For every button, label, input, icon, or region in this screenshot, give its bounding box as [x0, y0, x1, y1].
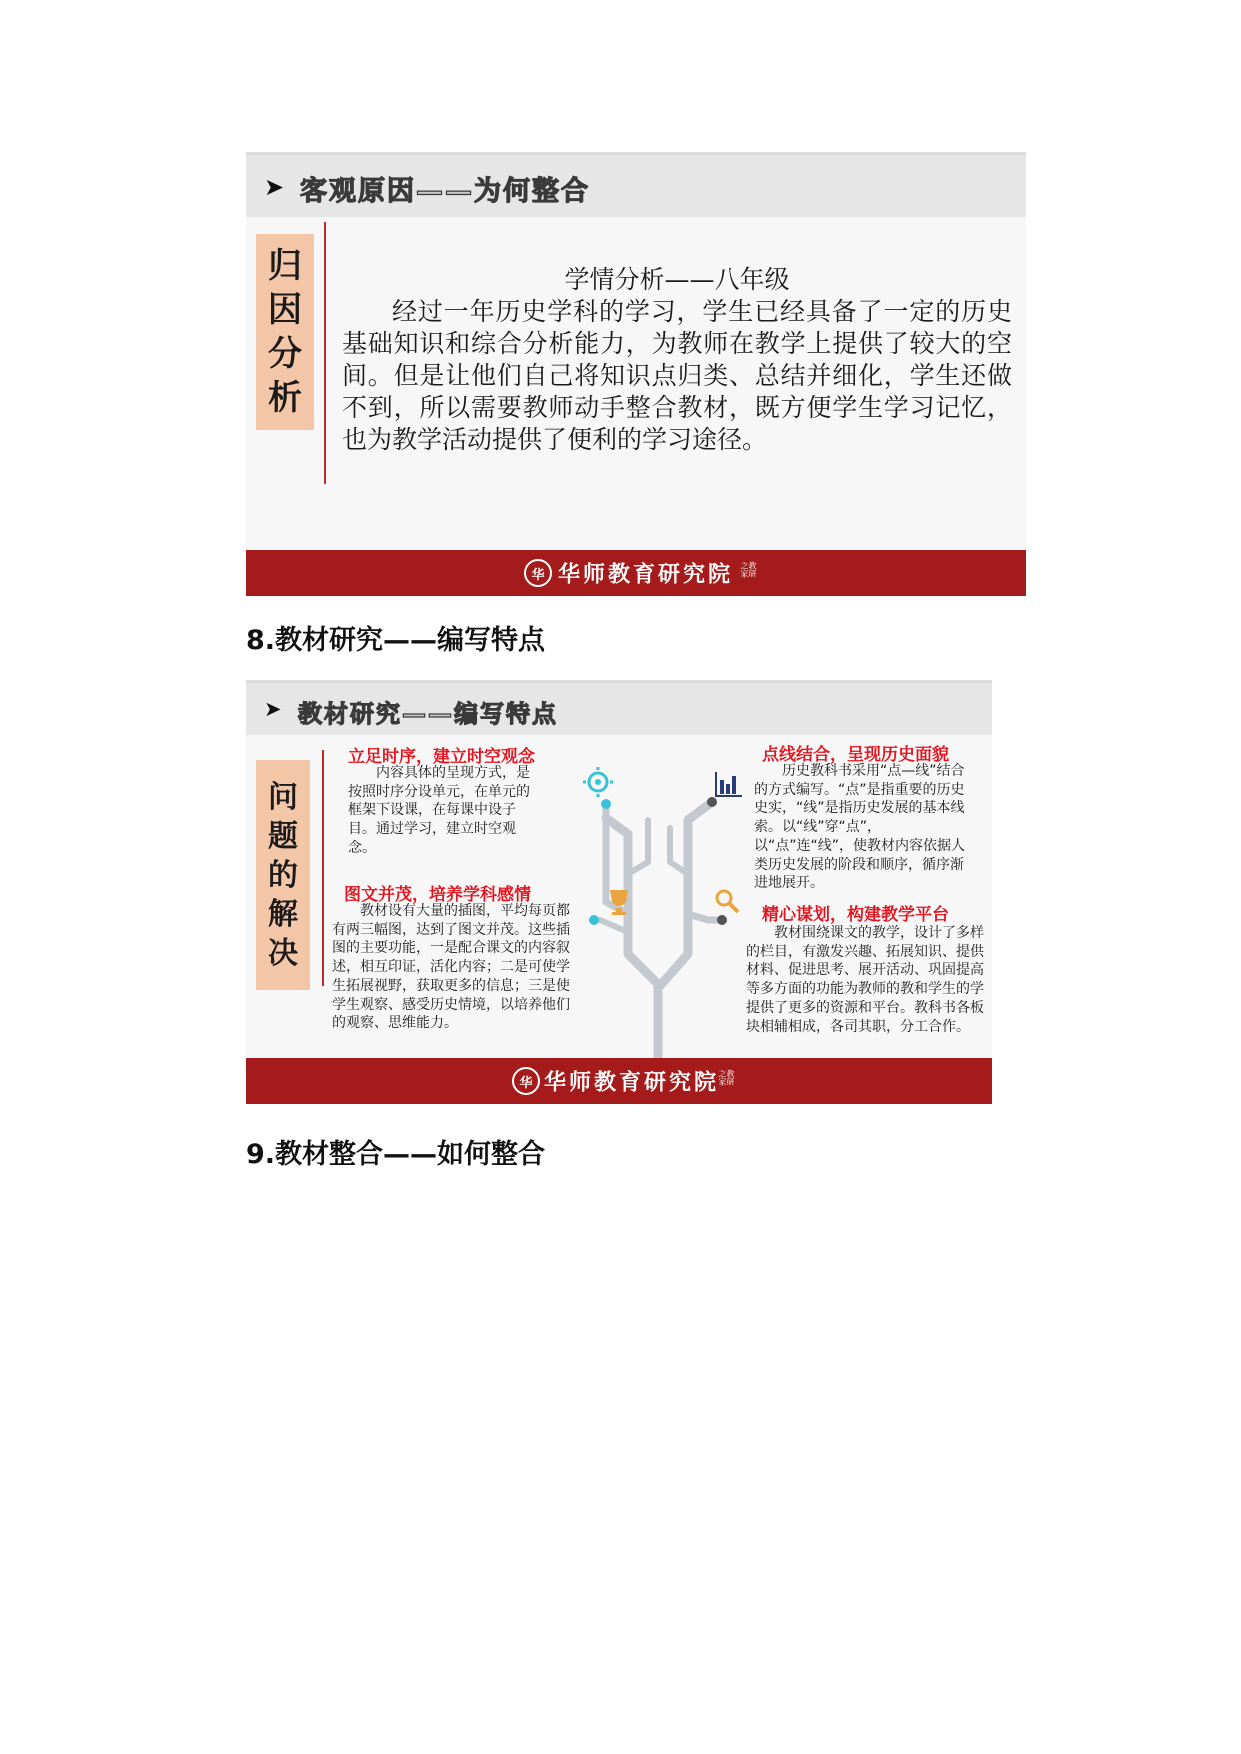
- footer-seal: 教研之家: [740, 561, 757, 578]
- arrow-bullet-icon: ➤: [264, 697, 282, 721]
- side-label-char: 因: [268, 289, 302, 330]
- org-name: 华师教育研究院: [558, 562, 734, 588]
- side-label-char: 归: [268, 245, 302, 286]
- tree-branch: [594, 920, 628, 932]
- slide-textbook-features: [246, 680, 992, 1104]
- side-label-box: [256, 234, 314, 430]
- slide-objective-reasons: [246, 152, 1026, 596]
- feature-body: [754, 762, 976, 893]
- divider-line: [324, 222, 326, 484]
- side-label-box: [256, 760, 310, 990]
- slide-footer: [246, 1058, 992, 1104]
- content-title: 学情分析——八年级: [564, 265, 790, 294]
- tree-branch: [688, 914, 722, 920]
- divider-line: [322, 750, 324, 986]
- feature-text: 教材设有大量的插图，平均每页都有两三幅图，达到了图文并茂。这些插图的主要功能，一是配合课文的内容叙述，相互印证，活化内容；二是可使学生拓展视野，获取更多的信息；三是使学生观察、感受历史情境，以培养他们的观察、思维能力。: [332, 903, 570, 1032]
- side-label-char: 析: [268, 378, 302, 419]
- content-body: 经过一年历史学科的学习，学生已经具备了一定的历史基础知识和综合分析能力，为教师在教学上提供了较大的空间。但是让他们自己将知识点归类、总结并细化，学生还做不到，所以需要教师动手整合教材，既方便学生学习记忆，也为教学活动提供了便利的学习途径。: [342, 297, 1012, 454]
- feature-title: 精心谋划，构建教学平台: [762, 905, 949, 925]
- magnifier-icon: [717, 891, 738, 912]
- side-label-char: 决: [268, 935, 298, 971]
- section-heading-8: 8.教材研究——编写特点: [246, 625, 546, 656]
- org-logo-icon: 华: [524, 559, 552, 587]
- content-block: [342, 264, 1012, 456]
- slide-title: 客观原因——为何整合: [300, 176, 590, 207]
- slide-header: [246, 680, 992, 735]
- tree-trunk-right: [658, 802, 712, 988]
- feature-body: [746, 924, 984, 1036]
- feature-text: 历史教科书采用“点—线”结合的方式编写。“点”是指重要的历史史实，“线”是指历史发展的基本线索。以“线”穿“点”，以“点”连“线”，使教材内容依据人类历史发展的阶段和顺序，循序渐进地展开。: [754, 763, 966, 892]
- org-name: 华师教育研究院: [544, 1070, 720, 1096]
- feature-text: 内容具体的呈现方式，是按照时序分设单元，在单元的框架下设课，在每课中设子目。通过学习，建立时空观念。: [348, 765, 530, 856]
- slide-footer: [246, 550, 1026, 596]
- tree-node: [717, 915, 727, 925]
- feature-title: 立足时序，建立时空观念: [348, 747, 535, 767]
- tree-diagram: [566, 764, 746, 1060]
- tree-node: [601, 799, 611, 809]
- footer-seal: 教研之家: [718, 1069, 735, 1086]
- gear-icon: [583, 767, 613, 797]
- slide-title: 教材研究——编写特点: [298, 700, 558, 728]
- side-label-char: 的: [268, 857, 298, 893]
- org-logo-icon: 华: [512, 1067, 540, 1095]
- bar-chart-icon: [716, 772, 742, 796]
- side-label-char: 题: [268, 818, 298, 854]
- feature-body: [332, 902, 572, 1033]
- feature-title: 点线结合，呈现历史面貌: [762, 745, 949, 765]
- side-label-char: 解: [268, 896, 298, 932]
- slide-header: [246, 152, 1026, 217]
- feature-body: [348, 764, 536, 858]
- side-label-char: 问: [268, 779, 298, 815]
- side-label-char: 分: [268, 334, 302, 374]
- feature-text: 教材围绕课文的教学，设计了多样的栏目，有激发兴趣、拓展知识、提供材料、促进思考、展开活动、巩固提高等多方面的功能为教师的教和学生的学提供了更多的资源和平台。教科书各板块相辅相成，各司其职，分工合作。: [746, 925, 984, 1035]
- feature-title: 图文并茂，培养学科感情: [344, 885, 531, 905]
- tree-node: [707, 797, 717, 807]
- section-heading-9: 9.教材整合——如何整合: [246, 1139, 546, 1170]
- tree-node: [589, 915, 599, 925]
- arrow-bullet-icon: ➤: [264, 173, 285, 201]
